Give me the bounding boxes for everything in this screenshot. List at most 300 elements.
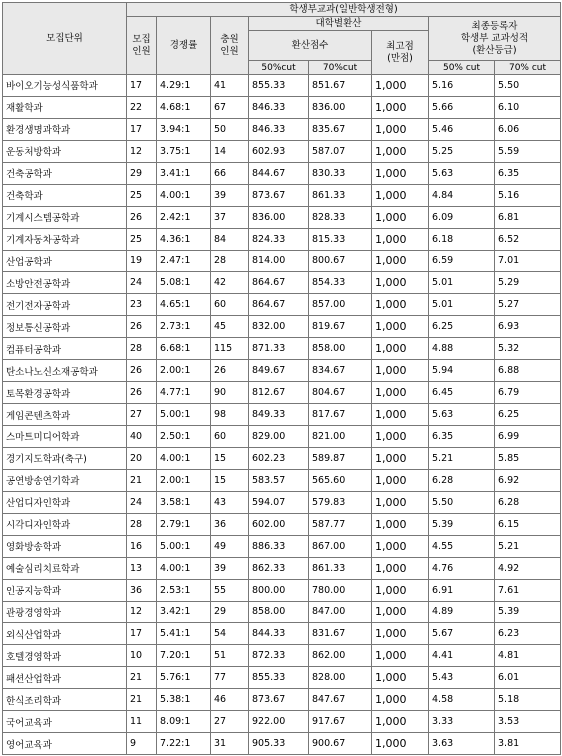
competition-cell: 4.29:1 — [157, 75, 211, 97]
header-competition: 경쟁률 — [157, 17, 211, 75]
max-score-cell: 1,000 — [372, 118, 429, 140]
quota-cell: 21 — [127, 469, 157, 491]
dept-cell: 재활학과 — [3, 96, 127, 118]
competition-cell: 4.00:1 — [157, 447, 211, 469]
grade-50cut-cell: 6.45 — [429, 382, 495, 404]
score-50cut-cell: 864.67 — [249, 294, 309, 316]
quota-cell: 9 — [127, 733, 157, 755]
filled-cell: 50 — [211, 118, 249, 140]
max-score-cell: 1,000 — [372, 535, 429, 557]
header-filled — [211, 17, 249, 75]
score-50cut-cell: 832.00 — [249, 316, 309, 338]
competition-cell: 4.68:1 — [157, 96, 211, 118]
quota-cell: 26 — [127, 316, 157, 338]
quota-cell: 28 — [127, 513, 157, 535]
grade-50cut-cell: 4.88 — [429, 338, 495, 360]
grade-70cut-cell: 6.25 — [495, 404, 561, 426]
max-score-cell: 1,000 — [372, 557, 429, 579]
dept-cell: 정보통신공학과 — [3, 316, 127, 338]
score-50cut-cell: 846.33 — [249, 96, 309, 118]
grade-50cut-cell: 4.58 — [429, 689, 495, 711]
max-score-cell: 1,000 — [372, 228, 429, 250]
max-score-cell: 1,000 — [372, 206, 429, 228]
score-70cut-cell: 847.67 — [309, 689, 372, 711]
score-50cut-cell: 800.00 — [249, 579, 309, 601]
grade-50cut-cell: 3.33 — [429, 711, 495, 733]
grade-50cut-cell: 3.63 — [429, 733, 495, 755]
score-50cut-cell: 873.67 — [249, 689, 309, 711]
score-50cut-cell: 849.33 — [249, 404, 309, 426]
grade-50cut-cell: 4.41 — [429, 645, 495, 667]
quota-cell: 26 — [127, 206, 157, 228]
grade-70cut-cell: 6.81 — [495, 206, 561, 228]
score-50cut-cell: 583.57 — [249, 469, 309, 491]
quota-cell: 12 — [127, 601, 157, 623]
header-converted-score: 환산점수 — [249, 31, 372, 61]
grade-50cut-cell: 5.94 — [429, 360, 495, 382]
score-50cut-cell: 855.33 — [249, 667, 309, 689]
header-grade-70cut: 70% cut — [495, 61, 561, 75]
grade-50cut-cell: 5.63 — [429, 404, 495, 426]
grade-50cut-cell: 6.18 — [429, 228, 495, 250]
quota-cell: 24 — [127, 272, 157, 294]
score-70cut-cell: 900.67 — [309, 733, 372, 755]
grade-70cut-cell: 6.35 — [495, 162, 561, 184]
score-50cut-cell: 886.33 — [249, 535, 309, 557]
header-score-50cut: 50%cut — [249, 61, 309, 75]
table-row — [3, 206, 561, 228]
max-score-cell: 1,000 — [372, 184, 429, 206]
score-70cut-cell: 804.67 — [309, 382, 372, 404]
dept-cell: 건축학과 — [3, 184, 127, 206]
score-50cut-cell: 872.33 — [249, 645, 309, 667]
table-row — [3, 469, 561, 491]
quota-cell: 27 — [127, 404, 157, 426]
table-row — [3, 162, 561, 184]
header-grade-50cut: 50% cut — [429, 61, 495, 75]
quota-cell: 23 — [127, 294, 157, 316]
max-score-cell: 1,000 — [372, 294, 429, 316]
table-body — [3, 75, 561, 755]
quota-cell: 17 — [127, 75, 157, 97]
grade-70cut-cell: 5.18 — [495, 689, 561, 711]
grade-50cut-cell: 4.89 — [429, 601, 495, 623]
dept-cell: 게임콘텐츠학과 — [3, 404, 127, 426]
competition-cell: 5.76:1 — [157, 667, 211, 689]
grade-70cut-cell: 5.85 — [495, 447, 561, 469]
header-final-line2: 학생부 교과성적 — [460, 32, 529, 44]
quota-cell: 20 — [127, 447, 157, 469]
header-converted-group: 대학별환산 — [249, 17, 429, 31]
max-score-cell: 1,000 — [372, 316, 429, 338]
grade-50cut-cell: 5.50 — [429, 491, 495, 513]
table-row — [3, 382, 561, 404]
table-row — [3, 557, 561, 579]
score-70cut-cell: 821.00 — [309, 426, 372, 448]
filled-cell: 84 — [211, 228, 249, 250]
grade-70cut-cell: 5.29 — [495, 272, 561, 294]
table-row — [3, 75, 561, 97]
score-50cut-cell: 844.67 — [249, 162, 309, 184]
competition-cell: 2.00:1 — [157, 469, 211, 491]
score-50cut-cell: 844.33 — [249, 623, 309, 645]
score-70cut-cell: 917.67 — [309, 711, 372, 733]
dept-cell: 패션산업학과 — [3, 667, 127, 689]
filled-cell: 15 — [211, 447, 249, 469]
header-final — [429, 17, 561, 61]
grade-50cut-cell: 6.35 — [429, 426, 495, 448]
table-row — [3, 447, 561, 469]
quota-cell: 17 — [127, 118, 157, 140]
quota-cell: 40 — [127, 426, 157, 448]
quota-cell: 26 — [127, 360, 157, 382]
table-row — [3, 623, 561, 645]
competition-cell: 5.00:1 — [157, 404, 211, 426]
score-70cut-cell: 831.67 — [309, 623, 372, 645]
score-70cut-cell: 847.00 — [309, 601, 372, 623]
competition-cell: 2.73:1 — [157, 316, 211, 338]
grade-50cut-cell: 6.28 — [429, 469, 495, 491]
competition-cell: 3.75:1 — [157, 140, 211, 162]
competition-cell: 4.77:1 — [157, 382, 211, 404]
max-score-cell: 1,000 — [372, 513, 429, 535]
max-score-cell: 1,000 — [372, 447, 429, 469]
competition-cell: 4.00:1 — [157, 557, 211, 579]
score-50cut-cell: 922.00 — [249, 711, 309, 733]
score-70cut-cell: 828.33 — [309, 206, 372, 228]
grade-70cut-cell: 6.79 — [495, 382, 561, 404]
dept-cell: 국어교육과 — [3, 711, 127, 733]
dept-cell: 운동처방학과 — [3, 140, 127, 162]
score-70cut-cell: 862.00 — [309, 645, 372, 667]
grade-70cut-cell: 6.93 — [495, 316, 561, 338]
header-quota-line2: 인원 — [132, 45, 151, 57]
filled-cell: 77 — [211, 667, 249, 689]
quota-cell: 21 — [127, 689, 157, 711]
quota-cell: 25 — [127, 184, 157, 206]
score-70cut-cell: 830.33 — [309, 162, 372, 184]
max-score-cell: 1,000 — [372, 360, 429, 382]
dept-cell: 외식산업학과 — [3, 623, 127, 645]
max-score-cell: 1,000 — [372, 162, 429, 184]
grade-50cut-cell: 4.76 — [429, 557, 495, 579]
grade-70cut-cell: 4.81 — [495, 645, 561, 667]
competition-cell: 2.00:1 — [157, 360, 211, 382]
grade-50cut-cell: 5.67 — [429, 623, 495, 645]
score-50cut-cell: 814.00 — [249, 250, 309, 272]
competition-cell: 2.79:1 — [157, 513, 211, 535]
dept-cell: 호텔경영학과 — [3, 645, 127, 667]
grade-50cut-cell: 6.59 — [429, 250, 495, 272]
filled-cell: 43 — [211, 491, 249, 513]
grade-50cut-cell: 5.66 — [429, 96, 495, 118]
max-score-cell: 1,000 — [372, 711, 429, 733]
score-50cut-cell: 824.33 — [249, 228, 309, 250]
dept-cell: 예술심리치료학과 — [3, 557, 127, 579]
grade-70cut-cell: 5.39 — [495, 601, 561, 623]
dept-cell: 기계시스템공학과 — [3, 206, 127, 228]
grade-70cut-cell: 7.01 — [495, 250, 561, 272]
score-70cut-cell: 780.00 — [309, 579, 372, 601]
filled-cell: 41 — [211, 75, 249, 97]
table-row — [3, 228, 561, 250]
filled-cell: 45 — [211, 316, 249, 338]
score-50cut-cell: 836.00 — [249, 206, 309, 228]
dept-cell: 한식조리학과 — [3, 689, 127, 711]
filled-cell: 15 — [211, 469, 249, 491]
competition-cell: 4.36:1 — [157, 228, 211, 250]
table-row — [3, 272, 561, 294]
header-group-main: 학생부교과(일반학생전형) — [127, 3, 561, 17]
score-70cut-cell: 861.33 — [309, 184, 372, 206]
grade-50cut-cell: 5.01 — [429, 272, 495, 294]
quota-cell: 12 — [127, 140, 157, 162]
dept-cell: 컴퓨터공학과 — [3, 338, 127, 360]
grade-70cut-cell: 5.59 — [495, 140, 561, 162]
score-50cut-cell: 864.67 — [249, 272, 309, 294]
quota-cell: 11 — [127, 711, 157, 733]
table-row — [3, 601, 561, 623]
table-row — [3, 579, 561, 601]
filled-cell: 27 — [211, 711, 249, 733]
grade-50cut-cell: 5.25 — [429, 140, 495, 162]
quota-cell: 25 — [127, 228, 157, 250]
dept-cell: 환경생명과학과 — [3, 118, 127, 140]
quota-cell: 28 — [127, 338, 157, 360]
grade-50cut-cell: 4.84 — [429, 184, 495, 206]
score-50cut-cell: 602.23 — [249, 447, 309, 469]
grade-50cut-cell: 6.91 — [429, 579, 495, 601]
grade-50cut-cell: 4.55 — [429, 535, 495, 557]
competition-cell: 7.20:1 — [157, 645, 211, 667]
filled-cell: 60 — [211, 426, 249, 448]
grade-70cut-cell: 3.81 — [495, 733, 561, 755]
competition-cell: 2.42:1 — [157, 206, 211, 228]
score-50cut-cell: 602.00 — [249, 513, 309, 535]
header-score-70cut: 70%cut — [309, 61, 372, 75]
dept-cell: 영화방송학과 — [3, 535, 127, 557]
grade-70cut-cell: 6.52 — [495, 228, 561, 250]
grade-50cut-cell: 5.43 — [429, 667, 495, 689]
dept-cell: 전기전자공학과 — [3, 294, 127, 316]
competition-cell: 2.47:1 — [157, 250, 211, 272]
score-70cut-cell: 819.67 — [309, 316, 372, 338]
filled-cell: 37 — [211, 206, 249, 228]
table-row — [3, 338, 561, 360]
score-50cut-cell: 594.07 — [249, 491, 309, 513]
filled-cell: 39 — [211, 557, 249, 579]
score-70cut-cell: 857.00 — [309, 294, 372, 316]
competition-cell: 4.65:1 — [157, 294, 211, 316]
grade-50cut-cell: 5.46 — [429, 118, 495, 140]
table-row — [3, 404, 561, 426]
filled-cell: 60 — [211, 294, 249, 316]
grade-70cut-cell: 6.01 — [495, 667, 561, 689]
grade-70cut-cell: 6.10 — [495, 96, 561, 118]
competition-cell: 3.41:1 — [157, 162, 211, 184]
header-department: 모집단위 — [3, 3, 127, 75]
competition-cell: 5.38:1 — [157, 689, 211, 711]
dept-cell: 산업디자인학과 — [3, 491, 127, 513]
score-50cut-cell: 829.00 — [249, 426, 309, 448]
header-quota — [127, 17, 157, 75]
grade-70cut-cell: 5.32 — [495, 338, 561, 360]
table-row — [3, 184, 561, 206]
grade-50cut-cell: 5.21 — [429, 447, 495, 469]
max-score-cell: 1,000 — [372, 426, 429, 448]
max-score-cell: 1,000 — [372, 645, 429, 667]
table-row — [3, 645, 561, 667]
quota-cell: 19 — [127, 250, 157, 272]
table-row — [3, 535, 561, 557]
grade-50cut-cell: 5.01 — [429, 294, 495, 316]
table-row — [3, 426, 561, 448]
filled-cell: 115 — [211, 338, 249, 360]
table-row — [3, 316, 561, 338]
max-score-cell: 1,000 — [372, 667, 429, 689]
quota-cell: 22 — [127, 96, 157, 118]
grade-70cut-cell: 6.92 — [495, 469, 561, 491]
dept-cell: 관광경영학과 — [3, 601, 127, 623]
filled-cell: 55 — [211, 579, 249, 601]
filled-cell: 54 — [211, 623, 249, 645]
competition-cell: 3.42:1 — [157, 601, 211, 623]
grade-70cut-cell: 6.23 — [495, 623, 561, 645]
score-50cut-cell: 849.67 — [249, 360, 309, 382]
filled-cell: 14 — [211, 140, 249, 162]
dept-cell: 영어교육과 — [3, 733, 127, 755]
table-row — [3, 733, 561, 755]
table-row — [3, 140, 561, 162]
grade-70cut-cell: 5.50 — [495, 75, 561, 97]
score-50cut-cell: 602.93 — [249, 140, 309, 162]
competition-cell: 2.50:1 — [157, 426, 211, 448]
header-final-line1: 최종등록자 — [471, 20, 518, 32]
dept-cell: 경기지도학과(축구) — [3, 447, 127, 469]
score-70cut-cell: 858.00 — [309, 338, 372, 360]
score-70cut-cell: 565.60 — [309, 469, 372, 491]
score-50cut-cell: 905.33 — [249, 733, 309, 755]
max-score-cell: 1,000 — [372, 491, 429, 513]
table-row — [3, 118, 561, 140]
table-row — [3, 689, 561, 711]
score-70cut-cell: 579.83 — [309, 491, 372, 513]
max-score-cell: 1,000 — [372, 601, 429, 623]
filled-cell: 29 — [211, 601, 249, 623]
score-70cut-cell: 817.67 — [309, 404, 372, 426]
table-row — [3, 294, 561, 316]
max-score-cell: 1,000 — [372, 338, 429, 360]
max-score-cell: 1,000 — [372, 75, 429, 97]
score-70cut-cell: 834.67 — [309, 360, 372, 382]
table-row — [3, 96, 561, 118]
score-70cut-cell: 800.67 — [309, 250, 372, 272]
filled-cell: 26 — [211, 360, 249, 382]
score-70cut-cell: 861.33 — [309, 557, 372, 579]
header-max — [372, 31, 429, 75]
filled-cell: 39 — [211, 184, 249, 206]
dept-cell: 산업공학과 — [3, 250, 127, 272]
dept-cell: 소방안전공학과 — [3, 272, 127, 294]
dept-cell: 공연방송연기학과 — [3, 469, 127, 491]
table-row — [3, 360, 561, 382]
quota-cell: 36 — [127, 579, 157, 601]
grade-50cut-cell: 5.16 — [429, 75, 495, 97]
score-50cut-cell: 858.00 — [249, 601, 309, 623]
table-row — [3, 667, 561, 689]
filled-cell: 42 — [211, 272, 249, 294]
grade-70cut-cell: 6.15 — [495, 513, 561, 535]
filled-cell: 36 — [211, 513, 249, 535]
competition-cell: 3.58:1 — [157, 491, 211, 513]
competition-cell: 2.53:1 — [157, 579, 211, 601]
dept-cell: 인공지능학과 — [3, 579, 127, 601]
filled-cell: 28 — [211, 250, 249, 272]
quota-cell: 16 — [127, 535, 157, 557]
max-score-cell: 1,000 — [372, 250, 429, 272]
score-70cut-cell: 828.00 — [309, 667, 372, 689]
max-score-cell: 1,000 — [372, 382, 429, 404]
quota-cell: 21 — [127, 667, 157, 689]
max-score-cell: 1,000 — [372, 469, 429, 491]
grade-70cut-cell: 6.99 — [495, 426, 561, 448]
max-score-cell: 1,000 — [372, 579, 429, 601]
grade-70cut-cell: 6.06 — [495, 118, 561, 140]
quota-cell: 13 — [127, 557, 157, 579]
header-max-line2: (만점) — [387, 52, 413, 64]
score-70cut-cell: 589.87 — [309, 447, 372, 469]
score-50cut-cell: 873.67 — [249, 184, 309, 206]
header-filled-line1: 충원 — [220, 33, 239, 45]
score-50cut-cell: 812.67 — [249, 382, 309, 404]
table-row — [3, 491, 561, 513]
filled-cell: 31 — [211, 733, 249, 755]
grade-70cut-cell: 6.88 — [495, 360, 561, 382]
score-70cut-cell: 587.77 — [309, 513, 372, 535]
competition-cell: 7.22:1 — [157, 733, 211, 755]
dept-cell: 시각디자인학과 — [3, 513, 127, 535]
table-row — [3, 711, 561, 733]
grade-50cut-cell: 6.25 — [429, 316, 495, 338]
dept-cell: 탄소나노신소재공학과 — [3, 360, 127, 382]
grade-70cut-cell: 5.21 — [495, 535, 561, 557]
quota-cell: 17 — [127, 623, 157, 645]
header-final-line3: (환산등급) — [472, 44, 517, 56]
score-70cut-cell: 836.00 — [309, 96, 372, 118]
dept-cell: 건축공학과 — [3, 162, 127, 184]
table-row — [3, 513, 561, 535]
filled-cell: 90 — [211, 382, 249, 404]
grade-70cut-cell: 5.27 — [495, 294, 561, 316]
admission-results-table — [2, 2, 561, 755]
dept-cell: 기계자동차공학과 — [3, 228, 127, 250]
max-score-cell: 1,000 — [372, 96, 429, 118]
competition-cell: 4.00:1 — [157, 184, 211, 206]
table-row — [3, 250, 561, 272]
filled-cell: 67 — [211, 96, 249, 118]
header-quota-line1: 모집 — [132, 33, 151, 45]
score-50cut-cell: 855.33 — [249, 75, 309, 97]
quota-cell: 29 — [127, 162, 157, 184]
score-70cut-cell: 854.33 — [309, 272, 372, 294]
dept-cell: 바이오기능성식품학과 — [3, 75, 127, 97]
competition-cell: 5.00:1 — [157, 535, 211, 557]
filled-cell: 66 — [211, 162, 249, 184]
dept-cell: 스마트미디어학과 — [3, 426, 127, 448]
filled-cell: 46 — [211, 689, 249, 711]
grade-70cut-cell: 5.16 — [495, 184, 561, 206]
dept-cell: 토목환경공학과 — [3, 382, 127, 404]
